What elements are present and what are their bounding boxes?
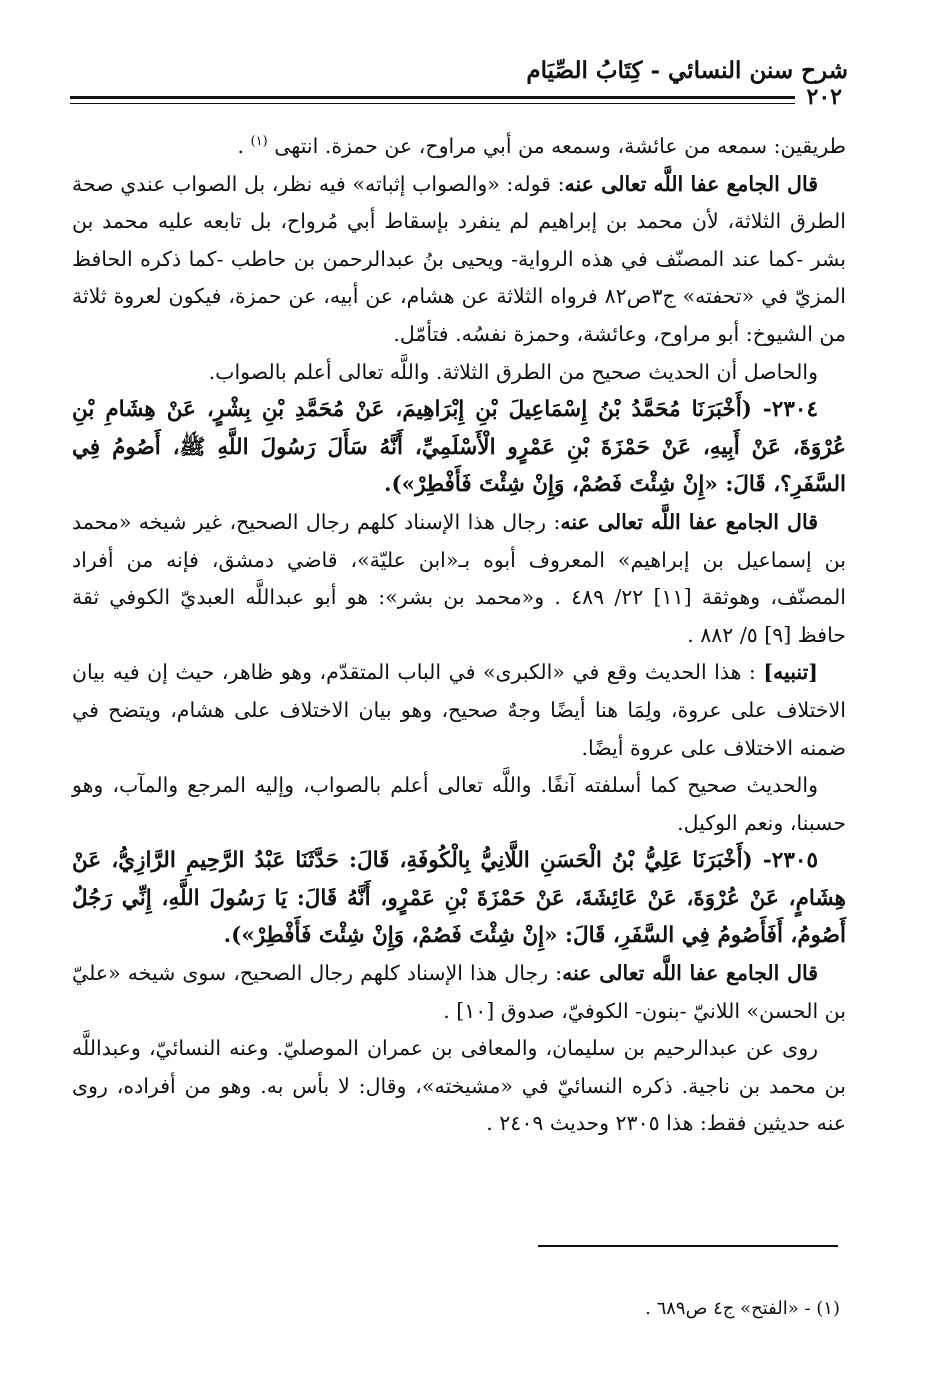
paragraph-text: : هذا الحديث وقع في «الكبرى» في الباب المتقدّم، وهو ظاهر، حيث إن فيه بيان الاختلاف على عروة، ولِمَا هنا أيضًا وجهٌ صحيح، وهو بيان الاختلاف على هشام، ويتضح في ضمنه الاختلاف على عروة أيضًا.: [72, 660, 846, 760]
commentator-lead: قال الجامع عفا اللَّه تعالى عنه: [560, 509, 818, 534]
paragraph: والحاصل أن الحديث صحيح من الطرق الثلاثة. واللَّه تعالى أعلم بالصواب.: [208, 359, 818, 384]
footnote-separator: [538, 1245, 838, 1247]
paragraph: روى عن عبدالرحيم بن سليمان، والمعافى بن عمران الموصليّ. وعنه النسائيّ، وعبداللَّه بن محمد بن ناجية. ذكره النسائيّ في «مشيخته»، وقال: لا بأس به. وهو من أفراده، روى عنه حديثين فقط: هذا ٢٣٠٥ وحديث ٢٤٠٩ .: [72, 1036, 846, 1136]
commentary-paragraph: [72, 166, 846, 354]
paragraph: والحديث صحيح كما أسلفته آنفًا. واللَّه تعالى أعلم بالصواب، وإليه المرجع والمآب، وهو حسبنا، ونعم الوكيل.: [72, 773, 846, 835]
note-paragraph: [72, 654, 846, 767]
paragraph-text: : قوله: «والصواب إثباته» فيه نظر، بل الصواب عندي صحة الطرق الثلاثة، لأن محمد بن إبراهيم لم ينفرد بإسقاط أبي مُرواح، بل تابعه عليه محمد بن بشر -كما عند المصنّف في هذه الرواية- ويحيى بنُ عبدالرحمن بن حاطب -كما ذكره الحافظ المزيّ في «تحفته» ج٣ص٨٢ فرواه الثلاثة عن هشام، عن أبيه، عن حمزة، فيكون لعروة ثلاثة من الشيوخ: أبو مراوح، وعائشة، وحمزة نفسُه. فتأمّل.: [72, 171, 847, 346]
paragraph-text: طريقين: سمعه من عائشة، وسمعه من أبي مراوح، عن حمزة. انتهى: [274, 134, 846, 158]
header-rule-thick: [70, 96, 848, 99]
hadith-2304: ٢٣٠٤- (أَخْبَرَنَا مُحَمَّدُ بْنُ إِسْمَاعِيلَ بْنِ إِبْرَاهِيمَ، عَنْ مُحَمَّدِ بْنِ بِشْرٍ، عَنْ هِشَامِ بْنِ عُرْوَةَ، عَنْ أَبِيهِ، عَنْ حَمْزَةَ بْنِ عَمْرٍو الْأَسْلَمِيِّ، أَنَّهُ سَأَلَ رَسُولَ اللَّهِ ﷺ، أَصُومُ فِي السَّفَرِ؟، قَالَ: «إِنْ شِئْتَ فَصُمْ، وَإِنْ شِئْتَ فَأَفْطِرْ»).: [72, 397, 846, 498]
paragraph-text: : رجال هذا الإسناد كلهم رجال الصحيح، سوى شيخه «عليّ بن الحسن» اللانيّ -بنون- الكوفيّ، صدوق [١٠] .: [72, 961, 846, 1023]
note-lead: [تنبيه]: [763, 660, 818, 685]
sentence-end: .: [237, 134, 244, 158]
commentary-paragraph: [72, 955, 846, 1030]
paragraph-text: : رجال هذا الإسناد كلهم رجال الصحيح، غير شيخه «محمد بن إسماعيل بن إبراهيم» المعروف أبوه بـ«ابن عليّة»، قاضي دمشق، فإنه من أفراد المصنّف، وهوثقة [١١] ٢٢/ ٤٨٩ . و«محمد بن بشر»: هو أبو عبداللَّه العبديّ الكوفي ثقة حافظ [٩] ٥/ ٨٨٢ .: [72, 509, 846, 647]
commentary-paragraph: [72, 504, 846, 654]
commentator-lead: قال الجامع عفا اللَّه تعالى عنه: [562, 961, 819, 986]
running-title: شرح سنن النسائي - كِتَابُ الصِّيَام: [526, 57, 848, 84]
commentator-lead: قال الجامع عفا اللَّه تعالى عنه: [564, 171, 818, 196]
header-rule-thin: [70, 103, 848, 104]
footnote: (١) - «الفتح» ج٤ ص٦٨٩ .: [645, 1298, 840, 1319]
page-body: [72, 128, 846, 1143]
hadith-2305: ٢٣٠٥- (أَخْبَرَنَا عَلِيُّ بْنُ الْحَسَنِ اللَّانِيُّ بِالْكُوفَةِ، قَالَ: حَدَّثَنَا عَبْدُ الرَّحِيمِ الرَّازِيُّ، عَنْ هِشَامٍ، عَنْ عُرْوَةَ، عَنْ عَائِشَةَ، عَنْ حَمْزَةَ بْنِ عَمْرٍو، أَنَّهُ قَالَ: يَا رَسُولَ اللَّهِ، إِنِّي رَجُلٌ أَصُومُ، أَفَأَصُومُ فِي السَّفَرِ، قَالَ: «إِنْ شِئْتَ فَصُمْ، وَإِنْ شِئْتَ فَأَفْطِرْ»).: [72, 848, 846, 949]
page-number: ٢٠٢: [795, 84, 848, 110]
paragraph: [72, 128, 846, 166]
footnote-ref: (١): [250, 134, 268, 150]
page-header: [70, 46, 848, 112]
